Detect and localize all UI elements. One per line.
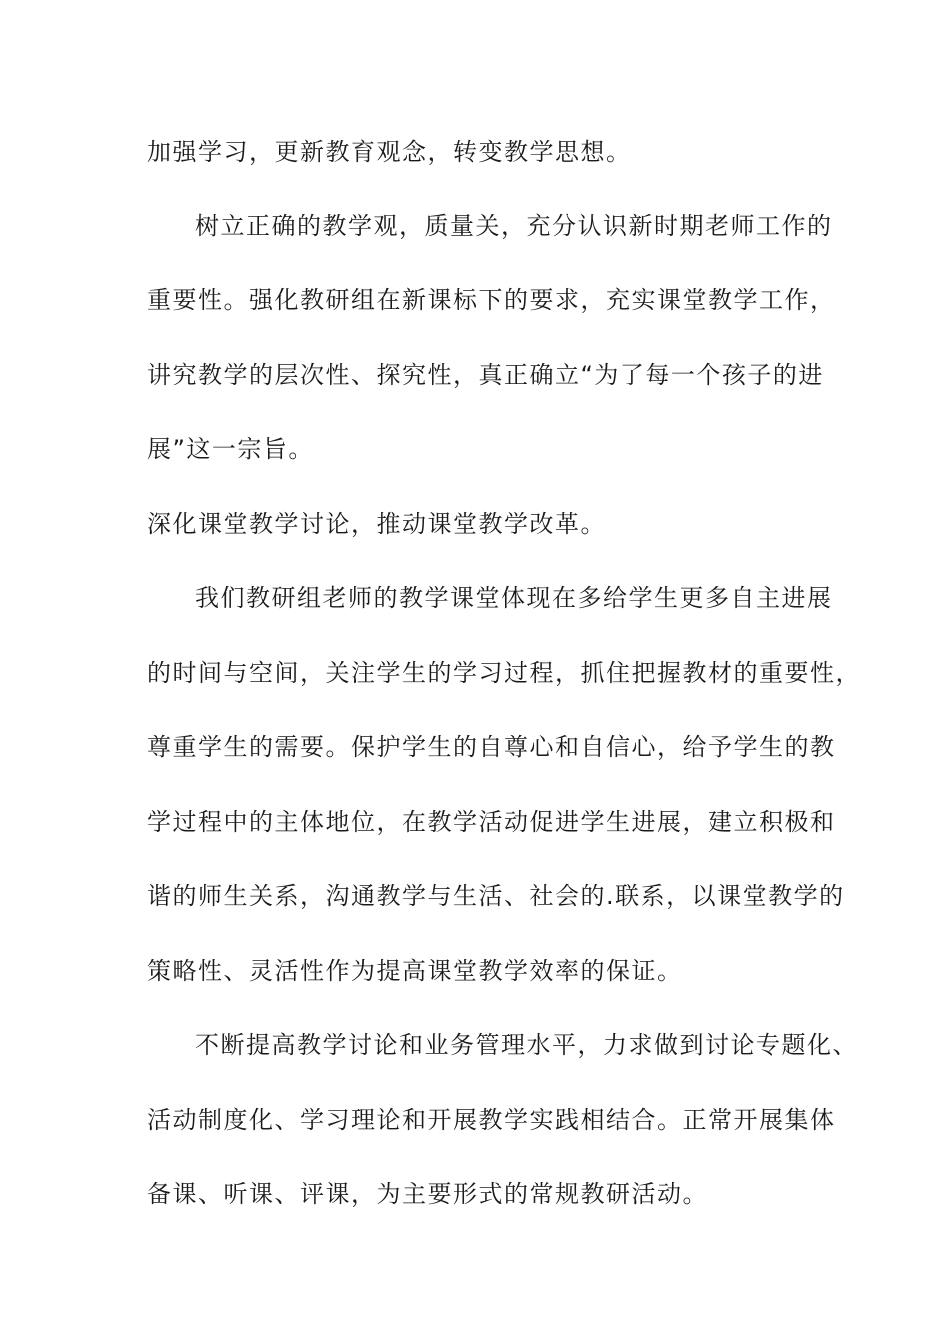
paragraph-first-line: 不断提高教学讨论和业务管理水平，力求做到讨论专题化、 xyxy=(195,1031,858,1059)
paragraph-first-line: 树立正确的教学观，质量关，充分认识新时期老师工作的 xyxy=(195,212,833,240)
paragraph-first-line: 我们教研组老师的教学课堂体现在多给学生更多自主进展 xyxy=(195,584,833,612)
text-line: 加强学习，更新教育观念，转变教学思想。 xyxy=(147,138,632,166)
text-line: 谐的师生关系，沟通教学与生活、社会的.联系，以课堂教学的 xyxy=(147,882,845,910)
text-line: 策略性、灵活性作为提高课堂教学效率的保证。 xyxy=(147,957,683,985)
text-line: 活动制度化、学习理论和开展教学实践相结合。正常开展集体 xyxy=(147,1106,836,1134)
text-line: 讲究教学的层次性、探究性，真正确立“为了每一个孩子的进 xyxy=(147,361,824,389)
text-line: 学过程中的主体地位，在教学活动促进学生进展，建立积极和 xyxy=(147,808,836,836)
text-line: 备课、听课、评课，为主要形式的常规教研活动。 xyxy=(147,1180,708,1208)
text-line: 尊重学生的需要。保护学生的自尊心和自信心，给予学生的教 xyxy=(147,733,836,761)
text-line: 的时间与空间，关注学生的学习过程，抓住把握教材的重要性， xyxy=(147,659,861,687)
section-heading: 深化课堂教学讨论，推动课堂教学改革。 xyxy=(147,510,606,538)
text-line: 展”这一宗旨。 xyxy=(147,435,314,463)
text-line: 重要性。强化教研组在新课标下的要求，充实课堂教学工作， xyxy=(147,286,836,314)
